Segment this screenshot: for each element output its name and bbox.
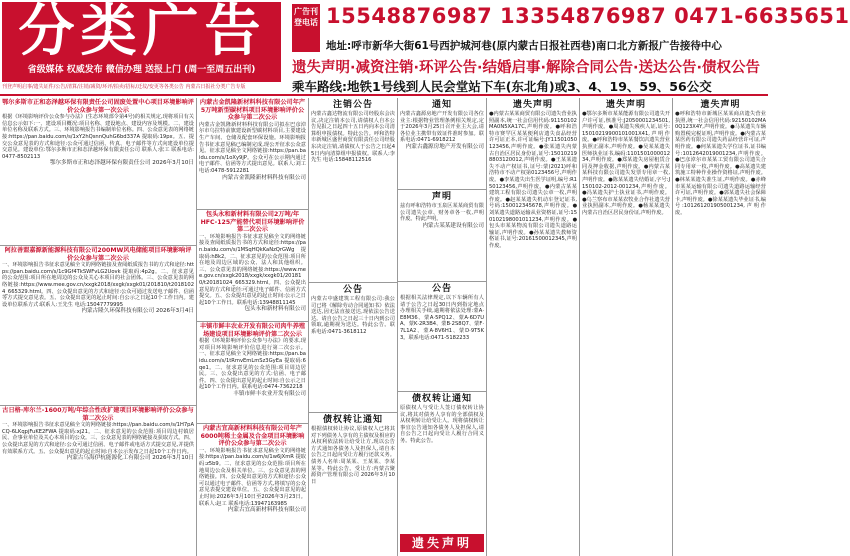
notice-signature: 内蒙古乌海伊杭能源化工有限公司 2026年3月10日 <box>66 455 194 462</box>
logo-fine-print: 刊登声明启事/遗失证件/公告/清算/注销/减资/环评/拍卖/招标/迁坟/变更等各类公告 内蒙古日报社分类广告专版 <box>2 84 246 90</box>
notice-block <box>197 98 308 210</box>
notice-body: 一、环境影响报告书征求意见稿全文的网络链接及查阅纸质报告书的方式和途径:https://pan.baidu.com/s/1MSqHQkKaNzQrGWg 提取码:h8k2。二、征求意见的公众范围:项目所在地及周边区域的公众、法人和其他组织。三、公众意见表的网络链接:https://www.mee.gov.cn/xxgk2018/xxgk/xxgk01/201810/t20181024_665329.html。四、公众提出意见的方式和途径:可通过电子邮件、信函方式提交。五、公众提出意见的起止时间:公示之日起10个工作日。联系电话:13948811145 <box>199 233 306 306</box>
bus-route: 乘车路线:地铁1号线到人民会堂站下车(东北角)或3、4、19、59、56公交 <box>292 79 712 94</box>
notice-block <box>197 322 308 424</box>
notice-body: 根据相关法律规定,以下车辆所有人请于公告之日起30日内到指定地点办理相关手续,逾期将依法处理:蒙A·E8M36、蒙A·5PQ12、蒙A·6D7UA、蒙K·2R3B4、蒙B·2S8Q7、蒙F·7L1A2、蒙A·8V6H1、蒙D·9T5K3。联系电话:0471-5182233 <box>400 295 484 341</box>
notice-body: 内蒙古鑫源房地产开发有限公司各位业主:根据物业管理条例相关规定,定于2026年3月25日召开业主大会,请各位业主携带有效证件准时参加。联系电话:0471-6918212 <box>400 111 484 144</box>
notice-block <box>398 282 486 392</box>
column-6 <box>580 98 673 556</box>
phone-numbers: 15548876987 13354876987 0471-6635651 <box>326 4 850 28</box>
notice-body: ●鄂尔多斯市某某能源有限公司遗失开户许可证,核准号:J2050001234501,声明作废。●周某遗失残疾人证,证号:15010219900101001X41,声明作废。●呼和浩特市某某餐饮店遗失营业执照正副本,声明作废。●吴某某遗失医师执业证书,编码:110150100001234,声明作废。●郑某遗失房屋租赁合同及押金收据,声明作废。●内蒙古某某科技有限公司遗失发票专用章一枚,声明作废。●陈某某遗失结婚证,字号:J150102-2012-001234,声明作废。●冯某遗失护士执业证书,声明作废。●乌兰察布市某某农牧业合作社遗失营业执照副本,声明作废。●杨某某遗失内蒙古自治区居民身份证,声明作废。 <box>582 111 670 216</box>
notice-block <box>0 246 196 406</box>
notice-headline: 内蒙古宜高新材料科技有限公司年产6000吨稀土金属及合金项目环境影响评价公众参与第二次公示 <box>200 425 305 448</box>
classified-logo-box <box>2 2 281 82</box>
notice-block <box>309 283 397 413</box>
notice-block <box>673 98 768 556</box>
ad-header <box>0 0 850 96</box>
notice-block <box>0 98 196 246</box>
notice-block <box>309 98 397 283</box>
notice-headline: 声明 <box>431 192 452 202</box>
notice-headline: 公告 <box>431 284 452 294</box>
notice-body: 一、环境影响报告书征求意见稿全文的网络链接:https://pan.baidu.com/s/1H7pACQ-6LKqpjFuKE2FWA 提取码:xj21。二、征求意见的公众范围:项目周边村镇居民、企事业单位及关心本项目的公众。三、公众意见表的网络链接及获取方式。四、公众提出意见的方式和途径:公众可通过信函、电子邮件或电话方式提交意见,并提供有效联系方式。五、公众提出意见的起止时间:自本公示发布之日起10个工作日内。 <box>2 422 194 455</box>
notice-body: 兹有呼和浩特市玉泉区某某商贸有限公司遗失公章、财务章各一枚,声明作废。特此声明。 <box>400 203 484 223</box>
logo-slogan: 省级媒体 权威发布 微信办理 送报上门 (周一至周五出刊) <box>27 65 256 75</box>
notice-body: 根据《环境影响评价公众参与办法》(生态环境部令第4号)的相关规定,现将项目有关信息公示如下:一、建设项目概况:项目名称、建设地点、建设内容及规模。二、建设单位名称及联系方式。三、环境影响报告书编制单位名称。四、公众意见表的网络链接:https://pan.baidu.com/s/1xY2hQsnnQuhG6bd337A 提取码:19px。五、提交公众意见表的方式和途径:公众可通过信函、传真、电子邮件等方式向建设单位提交意见。建设单位:鄂尔多斯市正和态泽越环保有限责任公司 联系人:张工 联系电话:0477-8502113 <box>2 114 194 160</box>
lost-notice-banner: 遗失声明 <box>400 534 484 552</box>
notice-signature: 丰镇市鲜丰农业开发有限公司 <box>233 390 306 397</box>
notice-body: ●呼和浩特市新城区某某商店遗失营业执照,统一社会信用代码:92150102MA0Q123X4Y,声明作废。●马某遗失车辆购置税完税证明,声明作废。●内蒙古某某医药有限公司遗失药品经营许可证,声明作废。●何某某遗失学位证书,证书编号:1012642019001234,声明作废。●巴彦淖尔市某某工贸有限公司遗失合同专用章一枚,声明作废。●高某遗失建筑施工特种作业操作资格证,声明作废。●林某某遗失准生证,声明作废。●赤峰市某某运输有限公司遗失道路运输经营许可证,声明作废。●郭某遗失社会保障卡,声明作废。●徐某某遗失毕业证书,编号:101261201905001234,声明作废。 <box>675 111 766 216</box>
notice-signature: 内蒙古某某建设有限公司 <box>422 222 484 229</box>
notice-body: 内蒙古鑫达物流有限公司经股东会决议,决定注销本公司,请债权人自本公告见报之日起四十五日内向本公司清算组申报债权。特此公告。呼和浩特市新城区盛世商贸有限责任公司经股东决定注销,请债权人于公告之日起45日内向清算组申报债权。联系人:李先生 电话:15848112516 <box>311 111 395 164</box>
notice-body: 原债权人与受让人签订债权转让协议,将其对债务人享有的全部债权及从权利转让给受让人。现将债权转让事宜公告通知各债务人及担保人,请自公告之日起向受让人履行合同义务。特此公告。 <box>400 405 484 444</box>
hotline-label: 广告刊登电话 <box>292 4 320 52</box>
notice-signature: 内蒙古金凯隆新材料科技有限公司 <box>222 174 306 181</box>
notice-signature: 包头永和新材料有限公司 <box>244 306 306 313</box>
logo-title: 分类广告 <box>18 0 267 64</box>
notice-headline: 鄂尔多斯市正和态泽越环保有限责任公司固废处置中心项目环境影响评价公众参与第一次公示 <box>2 99 194 114</box>
notice-signature: 内蒙古鑫源房地产开发有限公司 <box>405 143 484 150</box>
notice-block <box>0 406 196 556</box>
notice-headline: 阿拉善盟嘉源新能源科技有限公司200MW风电储能项目环境影响评价公众参与第二次公示 <box>4 247 192 262</box>
notice-signature: 内蒙古隆久环保科技有限公司 2026年3月4日 <box>81 308 194 315</box>
notice-body: 根据债权转让协议,原债权人已将其对下列债务人享有的主债权及相应的从权利依法转让给受让方,现以公告方式通知各债务人及担保人,请自本公告之日起向受让方履行还款义务。债务人名单:周某某、王某某、李某某等。特此公告。受让方:内蒙古聚源资产管理有限公司 2026年3月10日 <box>311 426 395 485</box>
notice-body: 一、环境影响报告书征求意见稿全文的网络链接及查阅纸质报告书的方式和途径:https://pan.baidu.com/s/1c9Gf4TkSWFvLG2Uovk 提取码:4p2g。二、征求意见的公众范围:项目所在地周边的公众及关心本项目的社会团体。三、公众意见表的网络链接:https://www.mee.gov.cn/xxgk2018/xxgk/xxgk01/201810/t20181024_665329.html。四、公众提出意见的方式和途径:公众可通过发送电子邮件、信函等方式提交意见表。五、公众提出意见的起止时间:自公示之日起10个工作日内。建设单位联系方式:联系人:王先生 电话:15047779995 <box>2 262 194 308</box>
notice-body: 根据《环境影响评价公众参与办法》的要求,现对项目环境影响评价信息进行第二次公示。一、征求意见稿全文网络链接:https://pan.baidu.com/s/1tRmvEmLmSz3GyEa 提取码:6qe1。二、征求意见的公众范围:项目周边居民。三、公众提出意见的方式:信函、电子邮件。四、公众提出意见的起止时间:自公示之日起10个工作日内。联系电话:0474-7362218 <box>199 338 306 391</box>
notice-headline: 内蒙古金凯隆新材料科技有限公司年产5万吨新型碳材料项目环境影响评价公众参与第二次公示 <box>199 99 306 122</box>
office-address: 地址:呼市新华大街61号西护城河巷(原内蒙古日报社西巷)南口北方新报广告接待中心 <box>326 40 722 52</box>
column-7 <box>673 98 768 556</box>
column-5 <box>487 98 580 556</box>
notice-signature: 内蒙古宜高新材料科技有限公司 <box>227 507 306 514</box>
notice-headline: 债权转让通知 <box>411 394 472 404</box>
notice-headline: 债权转让通知 <box>322 415 383 425</box>
notice-block <box>398 392 486 526</box>
ad-topics: 遗失声明·减资注销·环评公告·结婚启事·解除合同公告·送达公告·债权公告 <box>292 60 761 76</box>
notice-headline: 遗失声明 <box>700 100 741 110</box>
notice-headline: 丰镇市鲜丰农业开发有限公司肉牛养殖场建设项目环境影响评价第二次公示 <box>199 323 306 338</box>
column-3 <box>309 98 398 556</box>
column-1 <box>0 98 197 556</box>
column-4 <box>398 98 487 556</box>
notice-block <box>197 210 308 322</box>
notice-headline: 包头永和新材料有限公司2万吨/年HFC-125产能替代项目环境影响评价第二次公示 <box>200 211 305 234</box>
notice-headline: 古日格·库尔兰-1600万吨/年综合性改扩建项目环境影响评价公众参与第二次公示 <box>2 407 194 422</box>
notice-headline: 注销公告 <box>332 100 373 110</box>
notice-block <box>487 98 579 556</box>
notice-block <box>309 413 397 556</box>
notice-headline: 公告 <box>342 285 363 295</box>
notice-block <box>398 190 486 282</box>
notice-headline: 遗失声明 <box>605 100 646 110</box>
notice-signature: 鄂尔多斯市正和态泽越环保有限责任公司 2026年3月10日 <box>49 160 194 167</box>
column-2 <box>197 98 309 556</box>
notice-body: 内蒙古中盛建筑工程有限公司:我公司已将《解除劳动合同通知书》依法送达,因无法直接送达,现依法公告送达。请自公告之日起三十日内到公司领取,逾期视为送达。特此公告。联系电话:0471-3618112 <box>311 296 395 335</box>
notice-headline: 通知 <box>431 100 452 110</box>
notice-block <box>580 98 672 556</box>
notice-block <box>398 98 486 190</box>
notice-body: ●内蒙古某某商贸有限公司遗失营业执照副本,统一社会信用代码:91150102MA0N5XA17C,声明作废。●呼和浩特市赛罕区某某便利店遗失食品经营许可证正本,许可证编号:JY11501050123456,声明作废。●张某遗失内蒙古自治区居民身份证,证号:150102198803120012,声明作废。●王某某遗失不动产权证书,证号:蒙(2021)呼和浩特市不动产权第0123456号,声明作废。●李某遗失出生医学证明,编号:R150123456,声明作废。●内蒙古某某建筑工程有限公司遗失公章一枚,声明作废。●赵某某遗失机动车登记证书,号码:150012345678,声明作废。●刘某遗失道路运输从业资格证,证号:150102198001011234,声明作废。●包头市某某物流有限公司遗失道路运输证,声明作废。●孙某某遗失教师资格证书,证号:20161500012345,声明作废。 <box>489 111 577 249</box>
notice-body: 一、环境影响报告书征求意见稿全文的网络链接:https://pan.baidu.com/s/1w6jXmR 提取码:z5b9。二、征求意见的公众范围:项目所在地周边公众及相关单位。三、公众意见表的网络链接。四、公众提出意见的方式和途径:公众可以通过电子邮件、信函等方式,将填写的公众意见表提交建设单位。五、公众提出意见的起止时间:2026年3月10日至2026年3月23日。联系人:赵工 联系电话:13947163985 <box>199 447 306 507</box>
notice-body: 内蒙古金凯隆新材料科技有限公司拟在巴彦淖尔市乌拉特前旗建设新型碳材料项目,主要建设生产车间、仓储及配套环保设施。环境影响报告书征求意见稿已编制完成,现公开征求公众意见。征求意见稿全文网络链接:https://pan.baidu.com/s/1oXy9jP。公众可在公示期内通过电子邮件、信函等方式提出意见。联系人:刘工 电话:0478-5912281 <box>199 121 306 174</box>
notice-block <box>197 424 308 556</box>
notice-headline: 遗失声明 <box>512 100 553 110</box>
